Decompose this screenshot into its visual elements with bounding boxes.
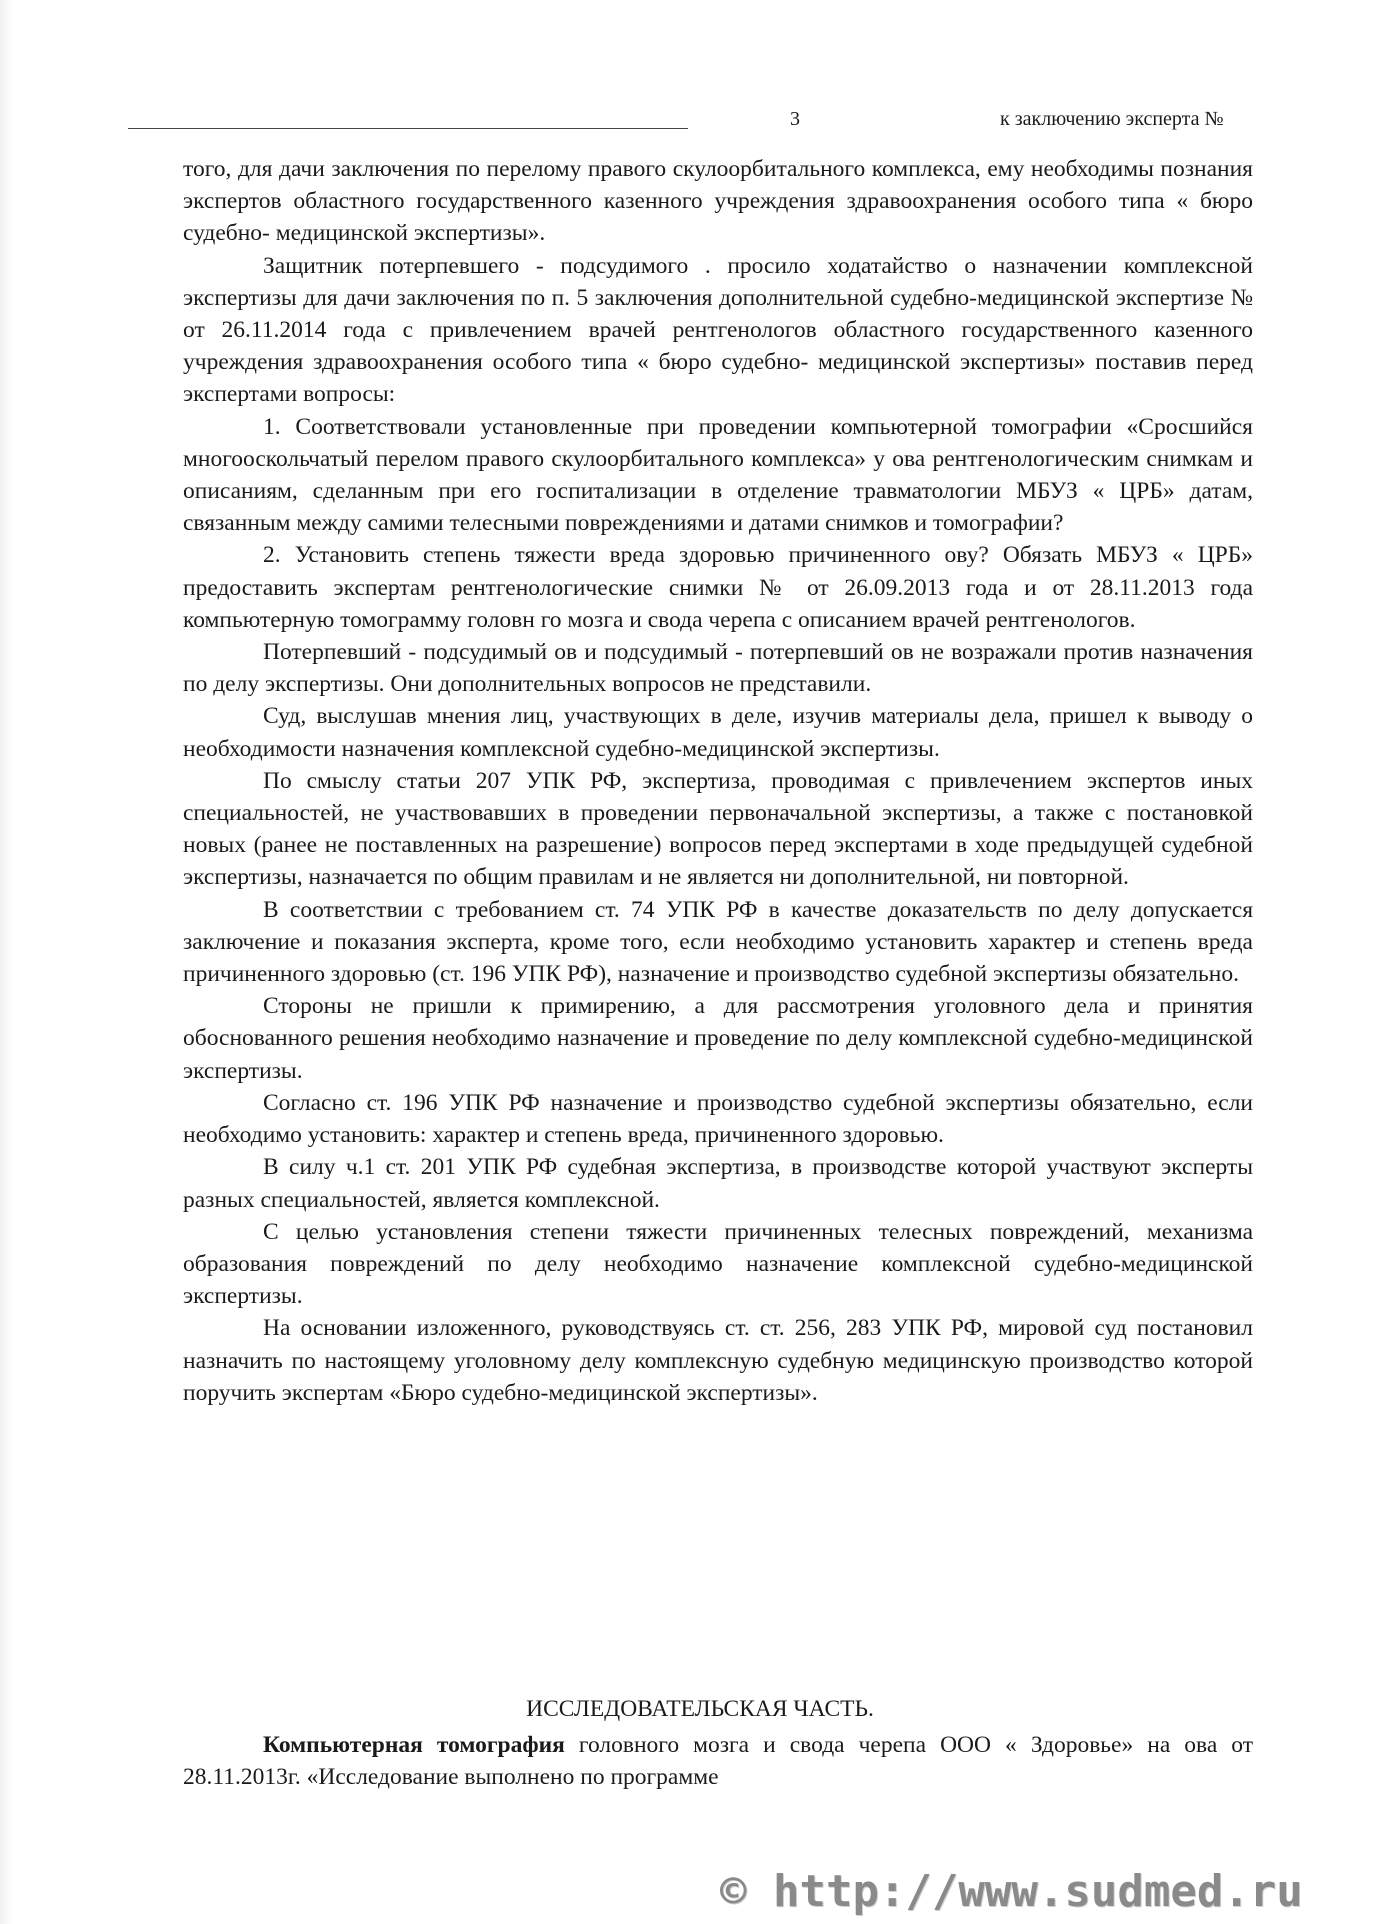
page-number: 3	[790, 108, 800, 130]
paragraph-12: С целью установления степени тяжести причиненных телесных повреждений, механизма образования повреждений по делу необходимо назначение комплексной судебно-медицинской экспертизы.	[183, 1218, 1253, 1310]
paragraph-9: Стороны не пришли к примирению, а для рассмотрения уголовного дела и принятия обоснованного решения необходимо назначение и проведение по делу комплексной судебно-медицинской экспертизы.	[183, 993, 1253, 1084]
section-text: головного мозга и свода черепа ООО « Здоровье» на ова от 28.11.2013г. «Исследование выполнено по программе	[183, 1732, 1253, 1791]
paragraph-5: Потерпевший - подсудимый ов и подсудимый - потерпевший ов не возражали против назначения по делу экспертизы. Они дополнительных вопросов не представили.	[183, 639, 1253, 698]
scan-edge	[0, 0, 14, 1924]
paragraph-11: В силу ч.1 ст. 201 УПК РФ судебная экспертиза, в производстве которой участвуют эксперты разных специальностей, является комплексной.	[183, 1154, 1253, 1213]
section-paragraph	[183, 1729, 1253, 1793]
section-title: ИССЛЕДОВАТЕЛЬСКАЯ ЧАСТЬ.	[526, 1696, 874, 1722]
paragraph-4: 2. Установить степень тяжести вреда здоровью причиненного ову? Обязать МБУЗ « ЦРБ» предоставить экспертам рентгенологические снимки № от 26.09.2013 года и от 28.11.2013 года компьютерную томограмму головн го мозга и свода черепа с описанием врачей рентгенологов.	[183, 542, 1253, 633]
expert-conclusion-reference: к заключению эксперта №	[1000, 108, 1224, 130]
paragraph-13: На основании изложенного, руководствуясь ст. ст. 256, 283 УПК РФ, мировой суд постановил назначить по настоящему уголовному делу комплексную судебную медицинскую производство которой поручить экспертам «Бюро судебно-медицинской экспертизы».	[183, 1315, 1253, 1406]
watermark: © http://www.sudmed.ru	[720, 1866, 1303, 1917]
section-bold-lead: Компьютерная томография	[263, 1732, 565, 1758]
paragraph-1: того, для дачи заключения по перелому правого скулоорбитального комплекса, ему необходимы познания экспертов областного государственного казенного учреждения здравоохранения особого типа « бюро судебно- медицинской экспертизы».	[183, 156, 1253, 247]
document-body	[183, 153, 1253, 1409]
paragraph-7: По смыслу статьи 207 УПК РФ, экспертиза, проводимая с привлечением экспертов иных специальностей, не участвовавших в проведении первоначальной экспертизы, а также с постановкой новых (ранее не поставленных на разрешение) вопросов перед экспертами в ходе предыдущей судебной экспертизы, назначается по общим правилам и не является ни дополнительной, ни повторной.	[183, 767, 1253, 891]
paragraph-10: Согласно ст. 196 УПК РФ назначение и производство судебной экспертизы обязательно, если необходимо установить: характер и степень вреда, причиненного здоровью.	[183, 1089, 1253, 1149]
paragraph-8: В соответствии с требованием ст. 74 УПК РФ в качестве доказательств по делу допускается заключение и показания эксперта, кроме того, если необходимо установить характер и степень вреда причиненного здоровью (ст. 196 УПК РФ), назначение и производство судебной экспертизы обязательно.	[183, 896, 1253, 988]
page-header	[128, 104, 1258, 134]
paragraph-3: 1. Соответствовали установленные при проведении компьютерной томографии «Сросшийся многооскольчатый перелом правого скулоорбитального комплекса» у ова рентгенологическим снимкам и описаниям, сделанным при его госпитализации в отделение травматологии МБУЗ « ЦРБ» датам, связанным между самими телесными повреждениями и датами снимков и томографии?	[183, 413, 1253, 537]
paragraph-6: Суд, выслушав мнения лиц, участвующих в деле, изучив материалы дела, пришел к выводу о необходимости назначения комплексной судебно-медицинской экспертизы.	[183, 703, 1253, 762]
header-rule	[128, 128, 688, 129]
paragraph-2: Защитник потерпевшего - подсудимого . просило ходатайство о назначении комплексной экспертизы для дачи заключения по п. 5 заключения дополнительной судебно-медицинской экспертизе № от 26.11.2014 года с привлечением врачей рентгенологов областного государственного казенного учреждения здравоохранения особого типа « бюро судебно- медицинской экспертизы» поставив перед экспертами вопросы:	[183, 252, 1253, 408]
